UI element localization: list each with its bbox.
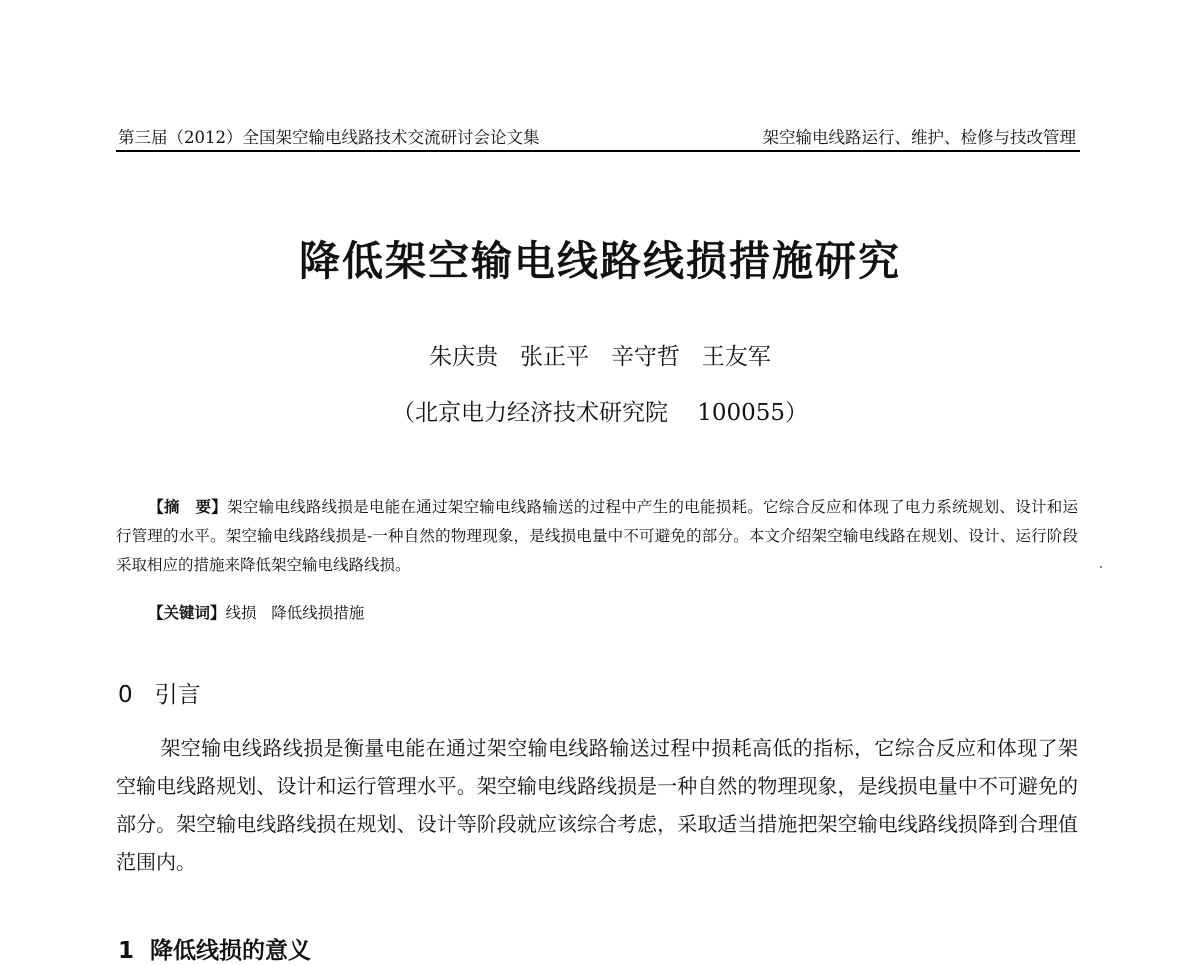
paper-title: 降低架空输电线路线损措施研究 [299,237,901,285]
author-list: 朱庆贵 张正平 辛守哲 王友军 [429,344,771,370]
abstract [116,492,1078,580]
section-heading-1 [118,932,311,965]
running-header-right: 架空输电线路运行、维护、检修与技改管理 [762,128,1076,147]
keywords-text: 线损 降低线损措施 [225,604,365,622]
section-title: 降低线损的意义 [150,938,312,964]
running-header-left: 第三届（2012）全国架空输电线路技术交流研讨会论文集 [118,128,540,147]
paragraph-text: 架空输电线路线损是衡量电能在通过架空输电线路输送过程中损耗高低的指标，它综合反应和体现了架空输电线路规划、设计和运行管理水平。架空输电线路线损是一种自然的物理现象，是线损电量中不可避免的部分。架空输电线路线损在规划、设计等阶段就应该综合考虑，采取适当措施把架空输电线路线损降到合理值范围内。 [116,736,1078,874]
section-number: 0 [118,682,133,708]
abstract-text: 架空输电线路线损是电能在通过架空输电线路输送的过程中产生的电能损耗。它综合反应和体现了电力系统规划、设计和运行管理的水平。架空输电线路线损是-一种自然的物理现象，是线损电量中不可避免的部分。本文介绍架空输电线路在规划、设计、运行阶段采取相应的措施来降低架空输电线路线损。 [116,498,1078,574]
keywords [148,601,364,623]
section-number: 1 [118,938,135,964]
keywords-label: 【关键词】 [148,603,226,622]
introduction-paragraph [116,729,1078,881]
author-affiliation: （北京电力经济技术研究院 100055） [391,400,809,426]
scan-speck [1100,566,1102,568]
header-divider [116,150,1080,152]
section-heading-0 [118,676,201,709]
section-title: 引言 [154,682,201,708]
abstract-label: 【摘 要】 [148,497,228,516]
